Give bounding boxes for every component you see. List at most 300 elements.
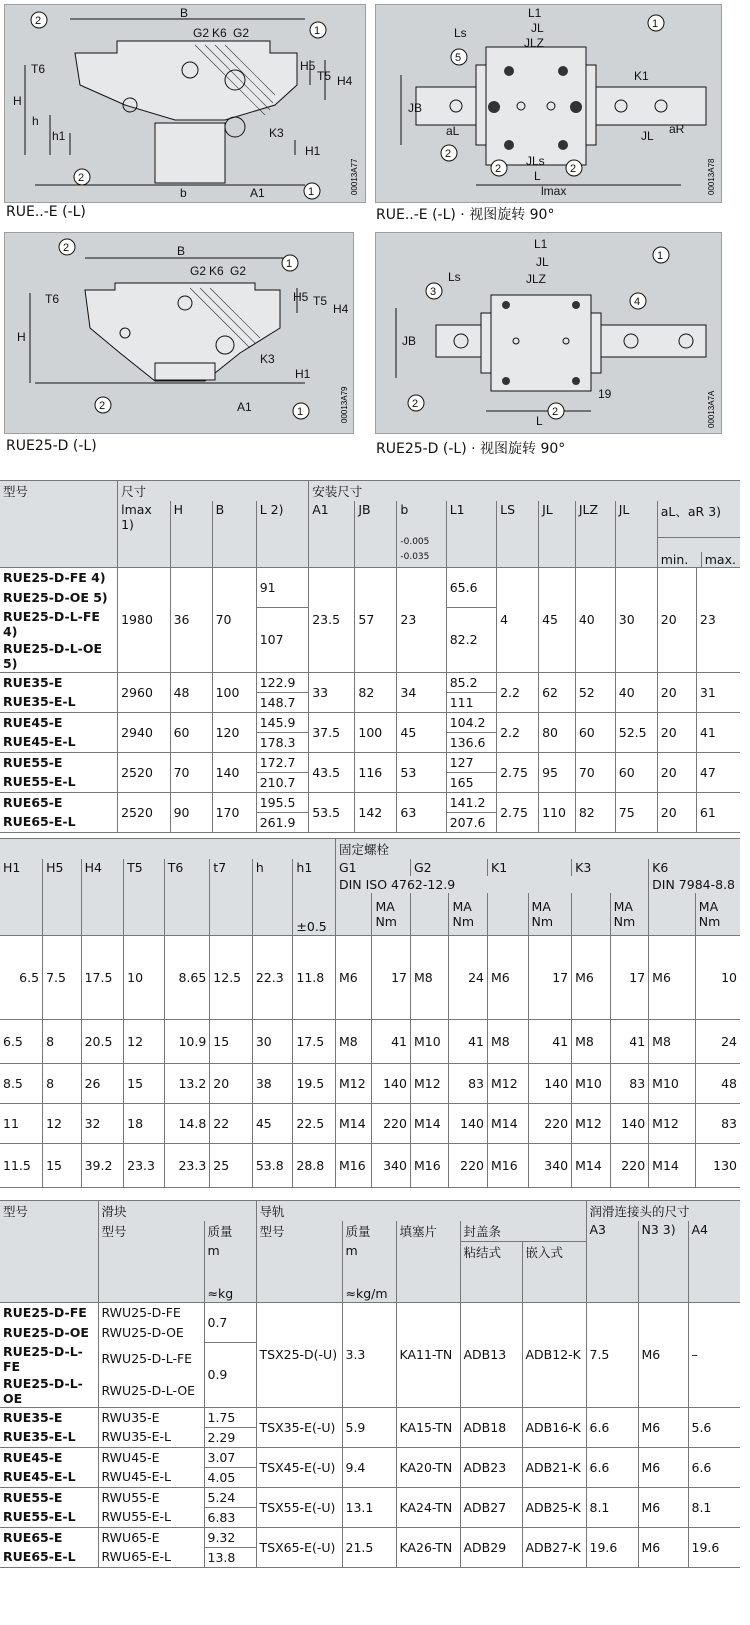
figure-3-drawing bbox=[5, 233, 353, 433]
t1-B: 140 bbox=[212, 752, 256, 792]
t3-N3: M6 bbox=[638, 1447, 688, 1487]
t1-L1: 127 bbox=[446, 752, 496, 772]
t1-amin: 20 bbox=[657, 672, 696, 712]
t2-cell: 140 bbox=[449, 1104, 488, 1144]
t2-ma-blank bbox=[488, 893, 529, 936]
parts-table bbox=[0, 1200, 740, 1568]
t3-block: RWU65-E-L bbox=[98, 1547, 204, 1567]
t1-amin: 20 bbox=[657, 568, 696, 673]
t2-ma-blank bbox=[649, 893, 696, 936]
t1-H: 70 bbox=[170, 752, 212, 792]
fig1-label-b: b bbox=[180, 186, 187, 200]
t3-h-A3: A3 bbox=[586, 1221, 638, 1303]
t1-A1: 43.5 bbox=[309, 752, 355, 792]
t2-cell: 220 bbox=[449, 1144, 488, 1188]
t1-L: 172.7 bbox=[256, 752, 309, 772]
t2-cell: 30 bbox=[252, 1020, 293, 1064]
t2-cell: 32 bbox=[81, 1104, 124, 1144]
t2-cell: 17 bbox=[610, 936, 649, 1020]
t2-cell: 48 bbox=[695, 1064, 740, 1104]
t2-ma-label: MA bbox=[375, 899, 395, 914]
t2-cell: 20 bbox=[210, 1064, 253, 1104]
t2-cell: 12 bbox=[124, 1020, 165, 1064]
t3-insert: ADB27-K bbox=[522, 1527, 586, 1567]
t3-h-block-model: 型号 bbox=[98, 1221, 204, 1303]
fig3-label-H: H bbox=[17, 330, 26, 344]
t2-ma-label: MA bbox=[452, 899, 472, 914]
t2-col-h: h bbox=[252, 859, 293, 876]
t1-col-L1: L1 bbox=[446, 501, 496, 568]
t3-h-model: 型号 bbox=[0, 1201, 98, 1222]
t2-nm-label: Nm bbox=[531, 914, 554, 929]
t2-cell: 11.8 bbox=[293, 936, 336, 1020]
t1-L1: 141.2 bbox=[446, 792, 496, 812]
t2-col-G2: G2 bbox=[410, 859, 487, 876]
t2-ma-unit bbox=[695, 893, 740, 936]
t1-JB: 100 bbox=[355, 712, 397, 752]
t1-amax: 23 bbox=[696, 568, 740, 673]
fig1-callout-1: 2 bbox=[35, 15, 42, 27]
t3-rail: TSX35-E(-U) bbox=[256, 1407, 342, 1447]
t3-model: RUE35-E bbox=[3, 1409, 63, 1425]
fig2-caption: RUE..-E (-L) · 视图旋转 90° bbox=[376, 207, 555, 223]
t2-cell: 23.3 bbox=[124, 1144, 165, 1188]
t1-amax: 41 bbox=[696, 712, 740, 752]
t1-L: 178.3 bbox=[256, 732, 309, 752]
t1-JLZ: 52 bbox=[575, 672, 615, 712]
t1-col-lmax: lmax 1) bbox=[118, 501, 171, 568]
t2-ma-label: MA bbox=[613, 899, 633, 914]
t2-body bbox=[0, 936, 740, 1188]
fig1-label-H5: H5 bbox=[300, 59, 316, 73]
t1-col-min: min. bbox=[660, 552, 689, 567]
t2-blank bbox=[164, 893, 210, 936]
t2-nm-label: Nm bbox=[375, 914, 397, 929]
t1-lmax: 2520 bbox=[118, 752, 171, 792]
t3-glue: ADB13 bbox=[460, 1303, 522, 1408]
t3-model: RUE25-D-L-FE bbox=[3, 1343, 83, 1374]
t2-cell: M14 bbox=[410, 1104, 449, 1144]
t2-cell: M14 bbox=[488, 1104, 529, 1144]
t2-cell: M6 bbox=[335, 936, 371, 1020]
t1-model: RUE25-D-FE 4) bbox=[3, 570, 106, 586]
t2-cell: 19.5 bbox=[293, 1064, 336, 1104]
t3-h-insert: 嵌入式 bbox=[522, 1242, 586, 1303]
t3-rmass: 13.1 bbox=[342, 1487, 396, 1527]
fig2-callout-3: 2 bbox=[445, 148, 452, 160]
fig1-label-H1: H1 bbox=[305, 144, 321, 158]
t1-b: 53 bbox=[397, 752, 446, 792]
t1-LS: 2.75 bbox=[497, 792, 539, 832]
table-row bbox=[0, 1020, 740, 1064]
t1-h-model: 型号 bbox=[0, 481, 118, 502]
t2-cell: 83 bbox=[610, 1064, 649, 1104]
figure-1-panel bbox=[4, 4, 366, 203]
fig3-label-B: B bbox=[177, 244, 186, 258]
t2-ma-unit bbox=[372, 893, 411, 936]
t1-JB: 82 bbox=[355, 672, 397, 712]
t2-cell: 45 bbox=[252, 1104, 293, 1144]
fig4-label-L: L bbox=[536, 414, 543, 428]
t2-cell: 14.8 bbox=[164, 1104, 210, 1144]
fig1-label-h1: h1 bbox=[52, 129, 66, 143]
fig4-callout-4: 2 bbox=[412, 398, 419, 410]
t2-cell: 24 bbox=[695, 1020, 740, 1064]
t2-cell: M6 bbox=[572, 936, 611, 1020]
t2-cell: 7.5 bbox=[43, 936, 82, 1020]
t3-mass: 2.29 bbox=[204, 1427, 256, 1447]
t1-tol-upper: -0.005 bbox=[400, 537, 430, 547]
fig4-label-JB: JB bbox=[402, 334, 417, 348]
t2-cell: 15 bbox=[43, 1144, 82, 1188]
t1-col-LS: LS bbox=[497, 501, 539, 568]
fig1-label-K6: K6 bbox=[212, 26, 227, 40]
fig2-label-aR: aR bbox=[669, 122, 685, 136]
dimensions-table bbox=[0, 480, 740, 833]
t2-cell: 83 bbox=[695, 1104, 740, 1144]
t1-LS: 2.75 bbox=[497, 752, 539, 792]
t2-cell: 11 bbox=[3, 1116, 19, 1131]
t2-cell: M10 bbox=[572, 1064, 611, 1104]
t2-col-h1: h1 bbox=[293, 859, 336, 876]
figure-2-drawing bbox=[376, 5, 721, 202]
t3-model: RUE25-D-OE bbox=[3, 1325, 89, 1340]
t3-A3: 6.6 bbox=[586, 1407, 638, 1447]
t3-mass: 1.75 bbox=[204, 1407, 256, 1427]
t2-cell: 83 bbox=[449, 1064, 488, 1104]
t3-mass: 9.32 bbox=[204, 1527, 256, 1547]
t3-A4: – bbox=[688, 1303, 740, 1408]
fig1-label-T5: T5 bbox=[317, 69, 332, 83]
t2-cell: 15 bbox=[124, 1064, 165, 1104]
t2-h1-tolerance: ±0.5 bbox=[293, 893, 336, 936]
t2-cell: M8 bbox=[488, 1020, 529, 1064]
t2-cell: 25 bbox=[210, 1144, 253, 1188]
t1-model: RUE45-E-L bbox=[3, 734, 76, 750]
bolts-table bbox=[0, 838, 740, 1188]
t2-cell: 8.65 bbox=[164, 936, 210, 1020]
t2-cell: 340 bbox=[528, 1144, 572, 1188]
fig2-callout-4: 2 bbox=[495, 163, 502, 175]
t1-col-JL: JL bbox=[539, 501, 576, 568]
t2-cell: M16 bbox=[410, 1144, 449, 1188]
t3-A3: 7.5 bbox=[586, 1303, 638, 1408]
table-row bbox=[0, 1487, 740, 1507]
t3-block: RWU35-E bbox=[98, 1407, 204, 1427]
figure-1-drawing bbox=[5, 5, 365, 202]
fig2-label-lmax: lmax bbox=[541, 184, 567, 198]
t3-N3: M6 bbox=[638, 1303, 688, 1408]
fig2-callout-1: 5 bbox=[455, 52, 462, 64]
t3-A4: 6.6 bbox=[688, 1447, 740, 1487]
t2-cell: 20.5 bbox=[81, 1020, 124, 1064]
t1-L: 145.9 bbox=[256, 712, 309, 732]
t1-amin: 20 bbox=[657, 712, 696, 752]
t3-h-block: 滑块 bbox=[98, 1201, 256, 1222]
t3-model: RUE25-D-FE bbox=[3, 1305, 87, 1321]
t2-cell: M12 bbox=[649, 1104, 696, 1144]
fig3-label-H5: H5 bbox=[293, 290, 309, 304]
t3-block: RWU25-D-OE bbox=[98, 1323, 204, 1343]
table-row bbox=[0, 1527, 740, 1547]
t2-cell: 6.5 bbox=[3, 1034, 23, 1049]
fig1-label-H4: H4 bbox=[337, 74, 353, 88]
t1-L1: 136.6 bbox=[446, 732, 496, 752]
t3-plug: KA24-TN bbox=[396, 1487, 460, 1527]
t2-cell: 8 bbox=[43, 1020, 82, 1064]
t3-h-kgm: ≈kg/m bbox=[342, 1259, 396, 1303]
t2-cell: M12 bbox=[335, 1064, 371, 1104]
t3-h-rail-mass: 质量 bbox=[342, 1221, 396, 1242]
t2-cell: 13.2 bbox=[164, 1064, 210, 1104]
t2-din-2: DIN 7984-8.8 bbox=[649, 876, 740, 893]
fig3-label-A1: A1 bbox=[237, 400, 252, 414]
t2-cell: 22.3 bbox=[252, 936, 293, 1020]
t1-L: 195.5 bbox=[256, 792, 309, 812]
t1-col-JLZ: JLZ bbox=[575, 501, 615, 568]
t3-block: RWU65-E bbox=[98, 1527, 204, 1547]
fig1-label-h: h bbox=[32, 114, 39, 128]
fig2-label-L: L bbox=[534, 169, 541, 183]
t2-cell: 140 bbox=[372, 1064, 411, 1104]
t1-lmax: 2520 bbox=[118, 792, 171, 832]
t1-b: 23 bbox=[397, 568, 446, 673]
t2-cell: 28.8 bbox=[293, 1144, 336, 1188]
t3-mass: 0.7 bbox=[204, 1303, 256, 1343]
t2-cell: 140 bbox=[528, 1064, 572, 1104]
t1-col-B: B bbox=[212, 501, 256, 568]
t1-H: 90 bbox=[170, 792, 212, 832]
t1-JB: 142 bbox=[355, 792, 397, 832]
t2-col-H1: H1 bbox=[0, 859, 43, 876]
t2-blank bbox=[43, 893, 82, 936]
t1-model: RUE45-E bbox=[3, 714, 63, 730]
t3-h-A4: A4 bbox=[688, 1221, 740, 1303]
t2-col-T6: T6 bbox=[164, 859, 210, 876]
t1-amin: 20 bbox=[657, 752, 696, 792]
t2-cell: 17 bbox=[528, 936, 572, 1020]
t1-L: 148.7 bbox=[256, 692, 309, 712]
t1-JLZ: 40 bbox=[575, 568, 615, 673]
t3-model: RUE65-E bbox=[3, 1529, 63, 1545]
t1-JLZ: 82 bbox=[575, 792, 615, 832]
t2-cell: 18 bbox=[124, 1104, 165, 1144]
t2-cell: M8 bbox=[335, 1020, 371, 1064]
t3-block: RWU55-E-L bbox=[98, 1507, 204, 1527]
t2-cell: 11.5 bbox=[3, 1158, 31, 1173]
t1-amax: 47 bbox=[696, 752, 740, 792]
t3-mass: 13.8 bbox=[204, 1547, 256, 1567]
fig1-callout-4: 1 bbox=[308, 186, 315, 198]
t1-L: 107 bbox=[256, 608, 309, 673]
fig2-label-JL2: JL bbox=[641, 129, 654, 143]
t1-L1: 165 bbox=[446, 772, 496, 792]
t1-JLZ: 70 bbox=[575, 752, 615, 792]
fig1-label-H: H bbox=[13, 94, 22, 108]
fig4-label-JLZ: JLZ bbox=[526, 272, 547, 286]
t1-JL: 110 bbox=[539, 792, 576, 832]
t2-cell: 10 bbox=[124, 936, 165, 1020]
t2-cell: 22 bbox=[210, 1104, 253, 1144]
t3-glue: ADB18 bbox=[460, 1407, 522, 1447]
t2-ma-unit bbox=[528, 893, 572, 936]
fig1-label-G2a: G2 bbox=[193, 26, 210, 40]
fig2-label-aL: aL bbox=[446, 124, 460, 138]
t3-insert: ADB12-K bbox=[522, 1303, 586, 1408]
t3-model: RUE25-D-L-OE bbox=[3, 1375, 83, 1406]
t2-cell: 220 bbox=[528, 1104, 572, 1144]
t3-block: RWU45-E bbox=[98, 1447, 204, 1467]
t1-model: RUE55-E bbox=[3, 754, 63, 770]
t2-ma-row bbox=[0, 893, 740, 936]
t1-JB: 116 bbox=[355, 752, 397, 792]
t3-h-rail: 导轨 bbox=[256, 1201, 586, 1222]
fig1-label-B: B bbox=[180, 6, 189, 20]
t1-lmax: 2940 bbox=[118, 712, 171, 752]
t1-b: 63 bbox=[397, 792, 446, 832]
t1-JL2: 30 bbox=[615, 568, 657, 673]
t1-JL2: 60 bbox=[615, 752, 657, 792]
t3-plug: KA15-TN bbox=[396, 1407, 460, 1447]
t3-plug: KA26-TN bbox=[396, 1527, 460, 1567]
t1-JL: 80 bbox=[539, 712, 576, 752]
t1-L1: 104.2 bbox=[446, 712, 496, 732]
t2-cell: 22.5 bbox=[293, 1104, 336, 1144]
fig2-label-K1: K1 bbox=[634, 69, 649, 83]
t2-ma-unit bbox=[449, 893, 488, 936]
t3-mass: 4.05 bbox=[204, 1467, 256, 1487]
fig2-callout-5: 2 bbox=[570, 163, 577, 175]
fig3-label-G2b: G2 bbox=[230, 264, 247, 278]
t2-blank bbox=[210, 893, 253, 936]
t3-h-N3: N3 3) bbox=[638, 1221, 688, 1303]
t3-mass: 6.83 bbox=[204, 1507, 256, 1527]
t2-nm-label: Nm bbox=[613, 914, 636, 929]
t3-rmass: 3.3 bbox=[342, 1303, 396, 1408]
t3-rail: TSX25-D(-U) bbox=[256, 1303, 342, 1408]
t3-mass: 0.9 bbox=[204, 1343, 256, 1408]
t1-LS: 2.2 bbox=[497, 672, 539, 712]
fig3-label-G2a: G2 bbox=[190, 264, 207, 278]
fig3-label-H1: H1 bbox=[295, 367, 311, 381]
fig3-label-K3: K3 bbox=[260, 352, 275, 366]
t1-A1: 53.5 bbox=[309, 792, 355, 832]
t3-A3: 8.1 bbox=[586, 1487, 638, 1527]
t2-blank bbox=[81, 893, 124, 936]
table-row bbox=[0, 712, 740, 732]
table-row bbox=[0, 1303, 740, 1323]
t1-h-mount: 安装尺寸 bbox=[309, 481, 740, 502]
fig4-callout-3: 4 bbox=[634, 296, 641, 308]
t3-h-cover: 封盖条 bbox=[460, 1221, 586, 1242]
t3-mass: 3.07 bbox=[204, 1447, 256, 1467]
t1-B: 70 bbox=[212, 568, 256, 673]
t1-body bbox=[0, 568, 740, 833]
t3-model: RUE45-E-L bbox=[3, 1469, 76, 1485]
t1-A1: 23.5 bbox=[309, 568, 355, 673]
t2-din-1: DIN ISO 4762-12.9 bbox=[335, 876, 648, 893]
t3-model: RUE55-E-L bbox=[3, 1509, 76, 1525]
fig3-caption: RUE25-D (-L) bbox=[6, 438, 97, 454]
t1-JL: 45 bbox=[539, 568, 576, 673]
t3-A3: 19.6 bbox=[586, 1527, 638, 1567]
t1-L1: 207.6 bbox=[446, 812, 496, 832]
t2-cell: M10 bbox=[649, 1064, 696, 1104]
t2-cell: 53.8 bbox=[252, 1144, 293, 1188]
t2-cell: M14 bbox=[649, 1144, 696, 1188]
t1-A1: 33 bbox=[309, 672, 355, 712]
fig1-label-A1: A1 bbox=[250, 186, 265, 200]
fig3-label-T5: T5 bbox=[313, 294, 328, 308]
fig4-caption: RUE25-D (-L) · 视图旋转 90° bbox=[376, 441, 566, 457]
t2-ma-label: MA bbox=[698, 899, 719, 914]
fig1-caption: RUE..-E (-L) bbox=[6, 204, 86, 220]
t2-cell: 26 bbox=[81, 1064, 124, 1104]
t2-ma-label: MA bbox=[531, 899, 551, 914]
t2-cell: 130 bbox=[695, 1144, 740, 1188]
t1-L: 91 bbox=[256, 568, 309, 608]
table-row bbox=[0, 1447, 740, 1467]
t1-b: 45 bbox=[397, 712, 446, 752]
t1-JL: 95 bbox=[539, 752, 576, 792]
t2-cell: 12 bbox=[43, 1104, 82, 1144]
t2-ma-unit bbox=[610, 893, 649, 936]
fig2-label-JLs: JLs bbox=[526, 154, 545, 168]
fig1-label-K3: K3 bbox=[269, 126, 284, 140]
t3-block: RWU35-E-L bbox=[98, 1427, 204, 1447]
t2-cell: M12 bbox=[572, 1104, 611, 1144]
t1-col-max: max. bbox=[701, 552, 736, 567]
figure-2-panel bbox=[375, 4, 722, 203]
t2-col-t7: t7 bbox=[210, 859, 253, 876]
t2-cell: 38 bbox=[252, 1064, 293, 1104]
t3-N3: M6 bbox=[638, 1407, 688, 1447]
t2-col-G1: G1 bbox=[335, 859, 410, 876]
t3-model: RUE55-E bbox=[3, 1489, 63, 1505]
t3-h-kg: ≈kg bbox=[204, 1259, 256, 1303]
t2-cell: M12 bbox=[410, 1064, 449, 1104]
t3-plug: KA20-TN bbox=[396, 1447, 460, 1487]
t1-L: 122.9 bbox=[256, 672, 309, 692]
fig3-callout-2: 1 bbox=[286, 258, 293, 270]
t3-model: RUE65-E-L bbox=[3, 1549, 76, 1565]
t1-col-JB: JB bbox=[355, 501, 397, 568]
t2-cell: M12 bbox=[488, 1064, 529, 1104]
table-row bbox=[0, 752, 740, 772]
t2-cell: M14 bbox=[572, 1144, 611, 1188]
figure-4-drawing bbox=[376, 233, 721, 433]
t2-cell: M14 bbox=[335, 1104, 371, 1144]
t2-col-H4: H4 bbox=[81, 859, 124, 876]
t1-LS: 2.2 bbox=[497, 712, 539, 752]
t2-cell: M8 bbox=[572, 1020, 611, 1064]
fig3-label-T6: T6 bbox=[45, 292, 60, 306]
t2-nm-label: Nm bbox=[452, 914, 475, 929]
t3-insert: ADB21-K bbox=[522, 1447, 586, 1487]
t2-ma-blank bbox=[572, 893, 611, 936]
t1-H: 48 bbox=[170, 672, 212, 712]
t3-A4: 5.6 bbox=[688, 1407, 740, 1447]
t2-cell: 220 bbox=[610, 1144, 649, 1188]
t3-insert: ADB25-K bbox=[522, 1487, 586, 1527]
t2-cell: 41 bbox=[449, 1020, 488, 1064]
t3-block: RWU45-E-L bbox=[98, 1467, 204, 1487]
fig4-callout-2: 3 bbox=[430, 286, 437, 298]
t2-cell: 17.5 bbox=[293, 1020, 336, 1064]
table-row bbox=[0, 1144, 740, 1188]
fig2-label-JL: JL bbox=[531, 21, 544, 35]
t2-cell: M16 bbox=[488, 1144, 529, 1188]
